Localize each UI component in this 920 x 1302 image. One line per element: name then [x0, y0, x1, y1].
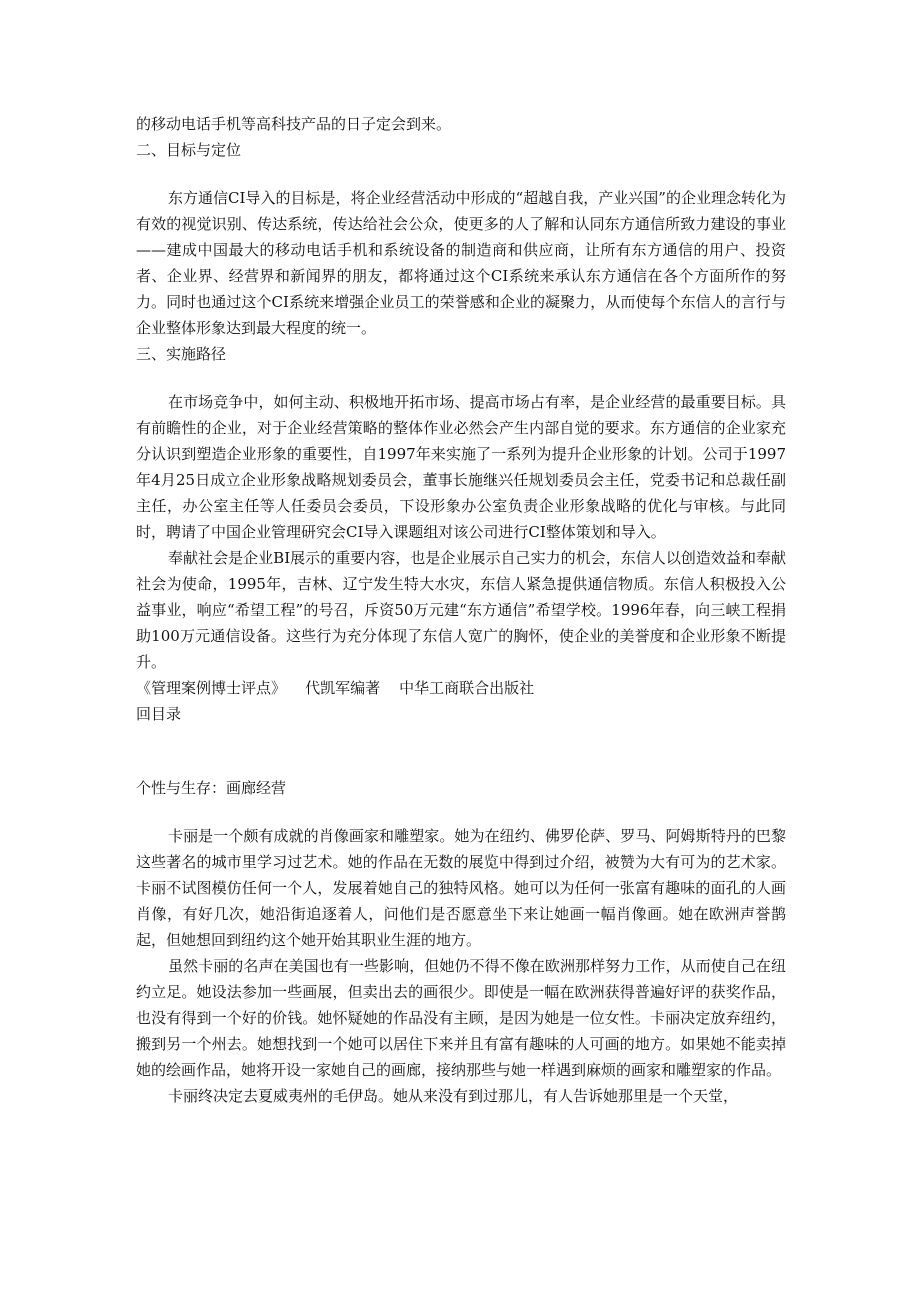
paragraph-path-1: 在市场竞争中，如何主动、积极地开拓市场、提高市场占有率，是企业经营的最重要目标。具有前瞻性的企业，对于企业经营策略的整体作业必然会产生内部自觉的要求。东方通信的企业家充分认识到塑造企业形象的重要性，自1997年来实施了一系列为提升企业形象的计划。公司于1997年4月25日成立企业形象战略规划委员会，董事长施继兴任规划委员会主任，党委书记和总裁任副主任，办公室主任等人任委员会委员，下设形象办公室负责企业形象战略的优化与审核。与此同时，聘请了中国企业管理研究会CI导入课题组对该公司进行CI整体策划和导入。 [136, 393, 786, 541]
case-paragraph-1: 卡丽是一个颇有成就的肖像画家和雕塑家。她为在纽约、佛罗伦萨、罗马、阿姆斯特丹的巴黎这些著名的城市里学习过艺术。她的作品在无数的展览中得到过介绍，被赞为大有可为的艺术家。卡丽不试图模仿任何一个人，发展着她自己的独特风格。她可以为任何一张富有趣味的面孔的人画肖像，有好几次，她沿街追逐着人，问他们是否愿意坐下来让她画一幅肖像画。她在欧洲声誉鹊起，但她想回到纽约这个她开始其职业生涯的地方。 [136, 827, 786, 949]
case-paragraph-2: 虽然卡丽的名声在美国也有一些影响，但她仍不得不像在欧洲那样努力工作，从而使自己在纽约立足。她设法参加一些画展，但卖出去的画很少。即使是一幅在欧洲获得普遍好评的获奖作品，也没有得到一个好的价钱。她怀疑她的作品没有主顾，是因为她是一位女性。卡丽决定放弃纽约，搬到另一个州去。她想找到一个她可以居住下来并且有富有趣味的人可画的地方。如果她不能卖掉她的绘画作品，她将开设一家她自己的画廊，接纳那些与她一样遇到麻烦的画家和雕塑家的作品。 [136, 957, 786, 1079]
paragraph-continuation: 的移动电话手机等高科技产品的日子定会到来。 [136, 115, 452, 133]
paragraph-path-2: 奉献社会是企业BI展示的重要内容，也是企业展示自己实力的机会，东信人以创造效益和奉献社会为使命，1995年，吉林、辽宁发生特大水灾，东信人紧急提供通信物质。东信人积极投入公益事业，响应“希望工程”的号召，斥资50万元建“东方通信”希望学校。1996年春，向三峡工程捐助100万元通信设备。这些行为充分体现了东信人宽广的胸怀，使企业的美誉度和企业形象不断提升。 [136, 549, 786, 671]
source-citation: 《管理案例博士评点》 代凯军编著 中华工商联合出版社 [136, 679, 535, 697]
section-heading-goals: 二、目标与定位 [136, 141, 242, 159]
section-heading-path: 三、实施路径 [136, 345, 227, 363]
document-page [136, 111, 786, 1109]
section-spacer [136, 727, 786, 775]
back-to-contents-link[interactable]: 回目录 [136, 705, 182, 723]
paragraph-goals: 东方通信CI导入的目标是，将企业经营活动中形成的“超越自我，产业兴国”的企业理念转化为有效的视觉识别、传达系统，传达给社会公众，使更多的人了解和认同东方通信所致力建设的事业——建成中国最大的移动电话手机和系统设备的制造商和供应商，让所有东方通信的用户、投资者、企业界、经营界和新闻界的朋友，都将通过这个CI系统来承认东方通信在各个方面所作的努力。同时也通过这个CI系统来增强企业员工的荣誉感和企业的凝聚力，从而使每个东信人的言行与企业整体形象达到最大程度的统一。 [136, 189, 786, 337]
case-paragraph-3: 卡丽终决定去夏威夷州的毛伊岛。她从来没有到过那儿，有人告诉她那里是一个天堂， [168, 1087, 739, 1105]
case-title: 个性与生存：画廊经营 [136, 779, 287, 797]
